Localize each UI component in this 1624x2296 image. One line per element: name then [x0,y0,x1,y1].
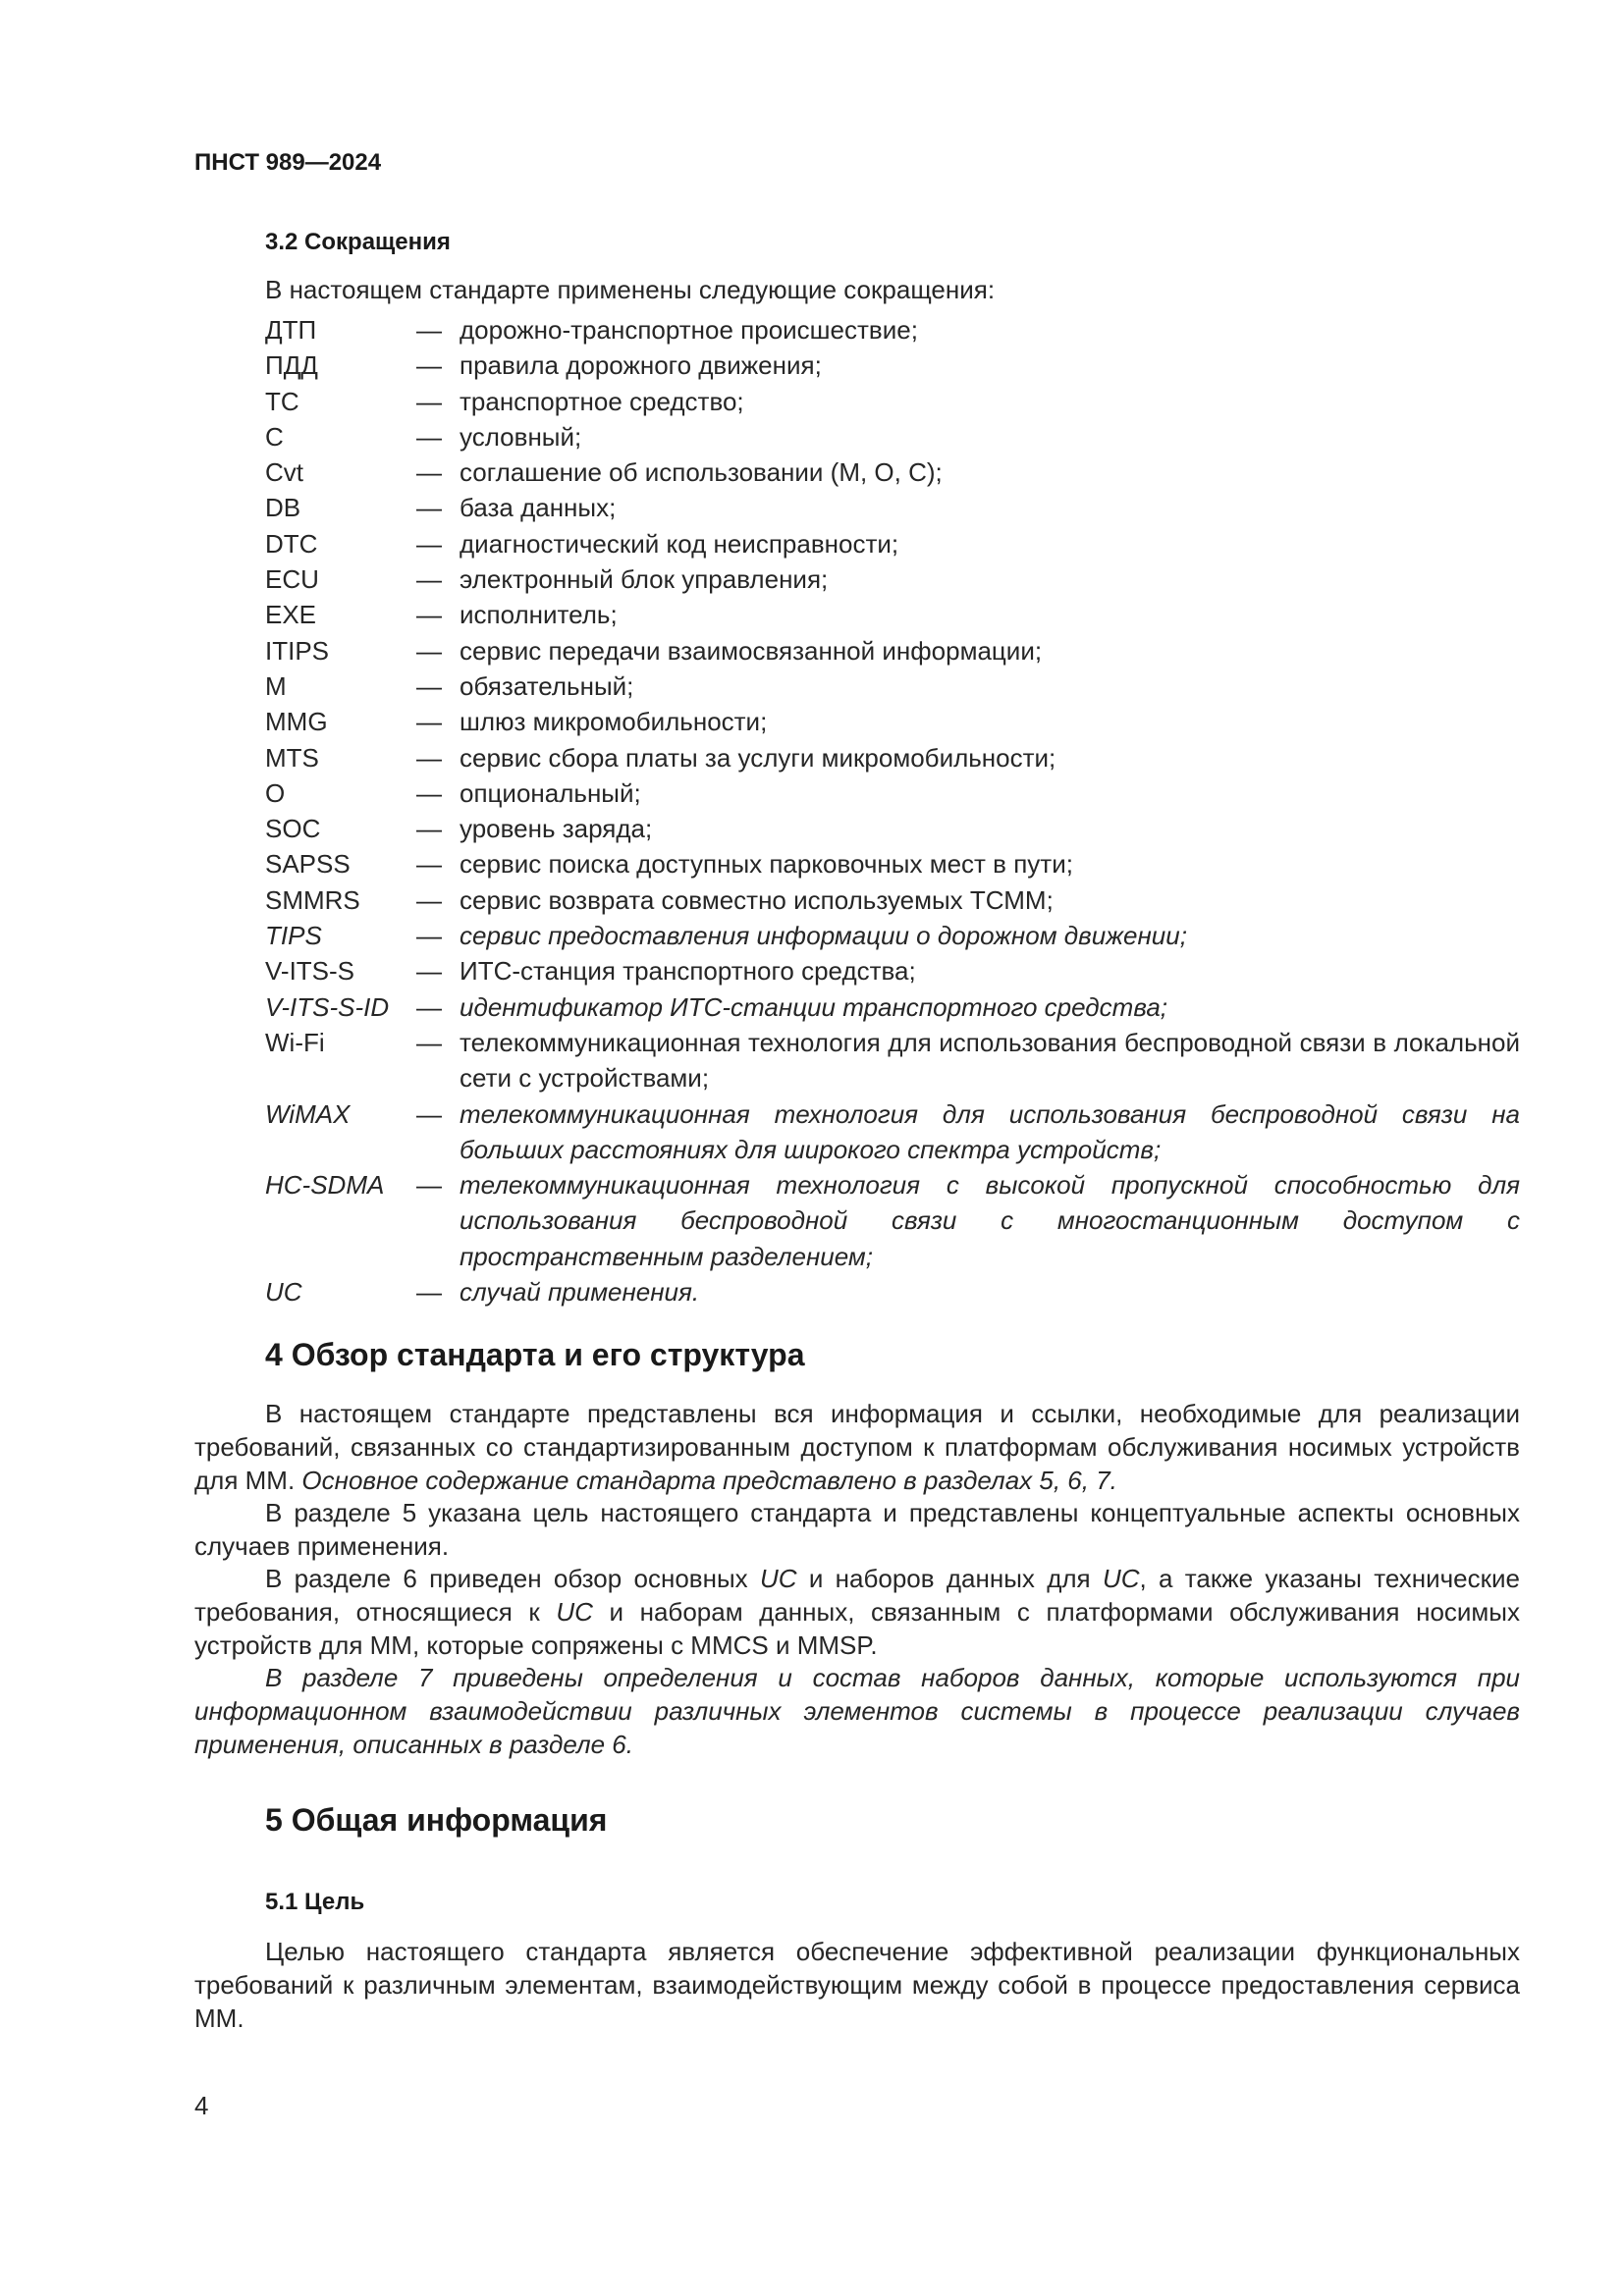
abbreviation-definition: соглашение об использовании (М, О, С); [460,457,943,488]
dash: — [416,421,442,452]
dash: — [416,1027,442,1057]
abbreviation-row [265,419,1520,454]
abbreviation: Cvt [265,457,303,488]
dash: — [416,493,442,523]
abbreviation: MTS [265,742,319,773]
section-4-paragraph: В разделе 5 указана цель настоящего стандарта и представлены концептуальные аспекты основных случаев применения. [194,1498,1520,1561]
abbreviation: V-ITS-S [265,956,355,987]
abbreviations-intro: В настоящем стандарте применены следующие сокращения: [265,275,996,304]
dash: — [416,564,442,595]
dash: — [416,670,442,701]
abbreviation-definition: шлюз микромобильности; [460,707,768,737]
dash: — [416,921,442,951]
abbreviation-row [265,775,1520,811]
dash: — [416,991,442,1022]
abbreviation-row [265,882,1520,918]
dash: — [416,350,442,381]
section-4-heading: 4 Обзор стандарта и его структура [265,1337,805,1372]
abbreviation-definition: транспортное средство; [460,386,744,416]
abbreviation-row [265,561,1520,597]
abbreviation-definition: телекоммуникационная технология для использования беспроводной связи в локальной сети с устройствами; [460,1027,1520,1094]
dash: — [416,956,442,987]
abbreviation-definition: сервис предоставления информации о дорожном движении; [460,921,1187,951]
abbreviations-list [265,312,1520,1309]
dash: — [416,814,442,844]
abbreviation-row [265,312,1520,347]
dash: — [416,884,442,915]
dash: — [416,849,442,880]
abbreviation-row [265,811,1520,846]
abbreviation-definition: сервис возврата совместно используемых ТСММ; [460,884,1054,915]
abbreviation: V-ITS-S-ID [265,991,390,1022]
dash: — [416,600,442,630]
text-italic: UC [1102,1564,1140,1593]
dash: — [416,1170,442,1201]
abbreviation: DTC [265,528,318,559]
dash: — [416,528,442,559]
abbreviation-definition: сервис передачи взаимосвязанной информации; [460,635,1043,666]
abbreviation-definition: опциональный; [460,777,641,808]
abbreviation-row [265,1167,1520,1274]
abbreviation-row [265,918,1520,953]
document-code: ПНСТ 989—2024 [194,149,382,176]
abbreviation-definition: правила дорожного движения; [460,350,822,381]
abbreviation-definition: электронный блок управления; [460,564,829,595]
abbreviation-definition: обязательный; [460,670,634,701]
dash: — [416,1098,442,1129]
dash: — [416,386,442,416]
abbreviation: DB [265,493,301,523]
dash: — [416,1277,442,1308]
abbreviation-definition: уровень заряда; [460,814,653,844]
dash: — [416,742,442,773]
section-4-paragraph [194,1398,1520,1497]
abbreviation-row [265,597,1520,632]
abbreviation-row [265,347,1520,383]
abbreviation: ПДД [265,350,318,381]
abbreviation-definition: условный; [460,421,582,452]
section-5-heading: 5 Общая информация [265,1802,608,1838]
abbreviation-definition: телекоммуникационная технология для использования беспроводной связи на больших расстояниях для широкого спектра устройств; [460,1098,1520,1164]
abbreviation-definition: идентификатор ИТС-станции транспортного средства; [460,991,1168,1022]
abbreviation-row [265,740,1520,775]
abbreviation: EXE [265,600,317,630]
abbreviation: M [265,670,287,701]
abbreviation-definition: ИТС-станция транспортного средства; [460,956,916,987]
abbreviation-row [265,846,1520,881]
dash: — [416,457,442,488]
abbreviation-row [265,1025,1520,1096]
abbreviation: UC [265,1277,302,1308]
abbreviation-definition: сервис поиска доступных парковочных мест в пути; [460,849,1073,880]
text: В разделе 6 приведен обзор основных [265,1564,760,1593]
abbreviation-definition: исполнитель; [460,600,618,630]
section-4-paragraph [194,1563,1520,1662]
abbreviation: SOC [265,814,321,844]
abbreviation: ITIPS [265,635,330,666]
abbreviation-definition: база данных; [460,493,617,523]
text: В настоящем стандарте представлены вся информация и ссылки, необходимые для реализации требований, связанных со стандартизированным доступом к платформам обслуживания носимых устройств для ММ. [194,1399,1520,1495]
abbreviation: Wi-Fi [265,1027,325,1057]
abbreviation-definition: телекоммуникационная технология с высокой пропускной способностью для использования беспроводной связи с многостанционным доступом с пространственным разделением; [460,1170,1520,1271]
abbreviation: O [265,777,286,808]
section-5-1-heading: 5.1 Цель [265,1889,365,1915]
section-3-2-heading: 3.2 Сокращения [265,229,451,255]
abbreviation-row [265,704,1520,739]
abbreviation-row [265,384,1520,419]
abbreviation: MMG [265,707,328,737]
abbreviation-row [265,454,1520,490]
abbreviation-row [265,953,1520,988]
abbreviation-definition: сервис сбора платы за услуги микромобильности; [460,742,1056,773]
abbreviation: HC-SDMA [265,1170,385,1201]
text-italic: UC [556,1596,593,1627]
abbreviation-row [265,1274,1520,1309]
dash: — [416,777,442,808]
abbreviation-row [265,989,1520,1025]
abbreviation: С [265,421,284,452]
dash: — [416,707,442,737]
abbreviation: TIPS [265,921,322,951]
text: и наборов данных для [796,1564,1103,1593]
abbreviation: ТС [265,386,299,416]
abbreviation: SMMRS [265,884,360,915]
section-5-1-paragraph: Целью настоящего стандарта является обеспечение эффективной реализации функциональных требований к различным элементам, взаимодействующим между собой в процессе предоставления сервиса ММ. [194,1937,1520,2033]
section-4-paragraph: В разделе 7 приведены определения и состав наборов данных, которые используются при информационном взаимодействии различных элементов системы в процессе реализации случаев применения, описанных в разделе 6. [194,1663,1520,1759]
abbreviation: ECU [265,564,319,595]
text: и наборам данных, связанным с платформами обслуживания носимых устройств для ММ, которые сопряжены с MMCS и MMSP. [194,1596,1520,1660]
abbreviation: SAPSS [265,849,351,880]
abbreviation: WiMAX [265,1098,351,1129]
abbreviation-definition: дорожно-транспортное происшествие; [460,315,918,345]
dash: — [416,315,442,345]
abbreviation-row [265,668,1520,704]
text-italic: Основное содержание стандарта представлено в разделах 5, 6, 7. [301,1465,1117,1495]
abbreviation-row [265,526,1520,561]
dash: — [416,635,442,666]
abbreviation-definition: случай применения. [460,1277,700,1308]
text: , а также указаны технические требования, относящиеся к [194,1564,1521,1627]
abbreviation-row [265,633,1520,668]
abbreviation-row [265,1096,1520,1168]
text-italic: UC [759,1564,797,1593]
abbreviation-definition: диагностический код неисправности; [460,528,899,559]
abbreviation-row [265,490,1520,525]
page-number: 4 [194,2091,209,2120]
abbreviation: ДТП [265,315,317,345]
